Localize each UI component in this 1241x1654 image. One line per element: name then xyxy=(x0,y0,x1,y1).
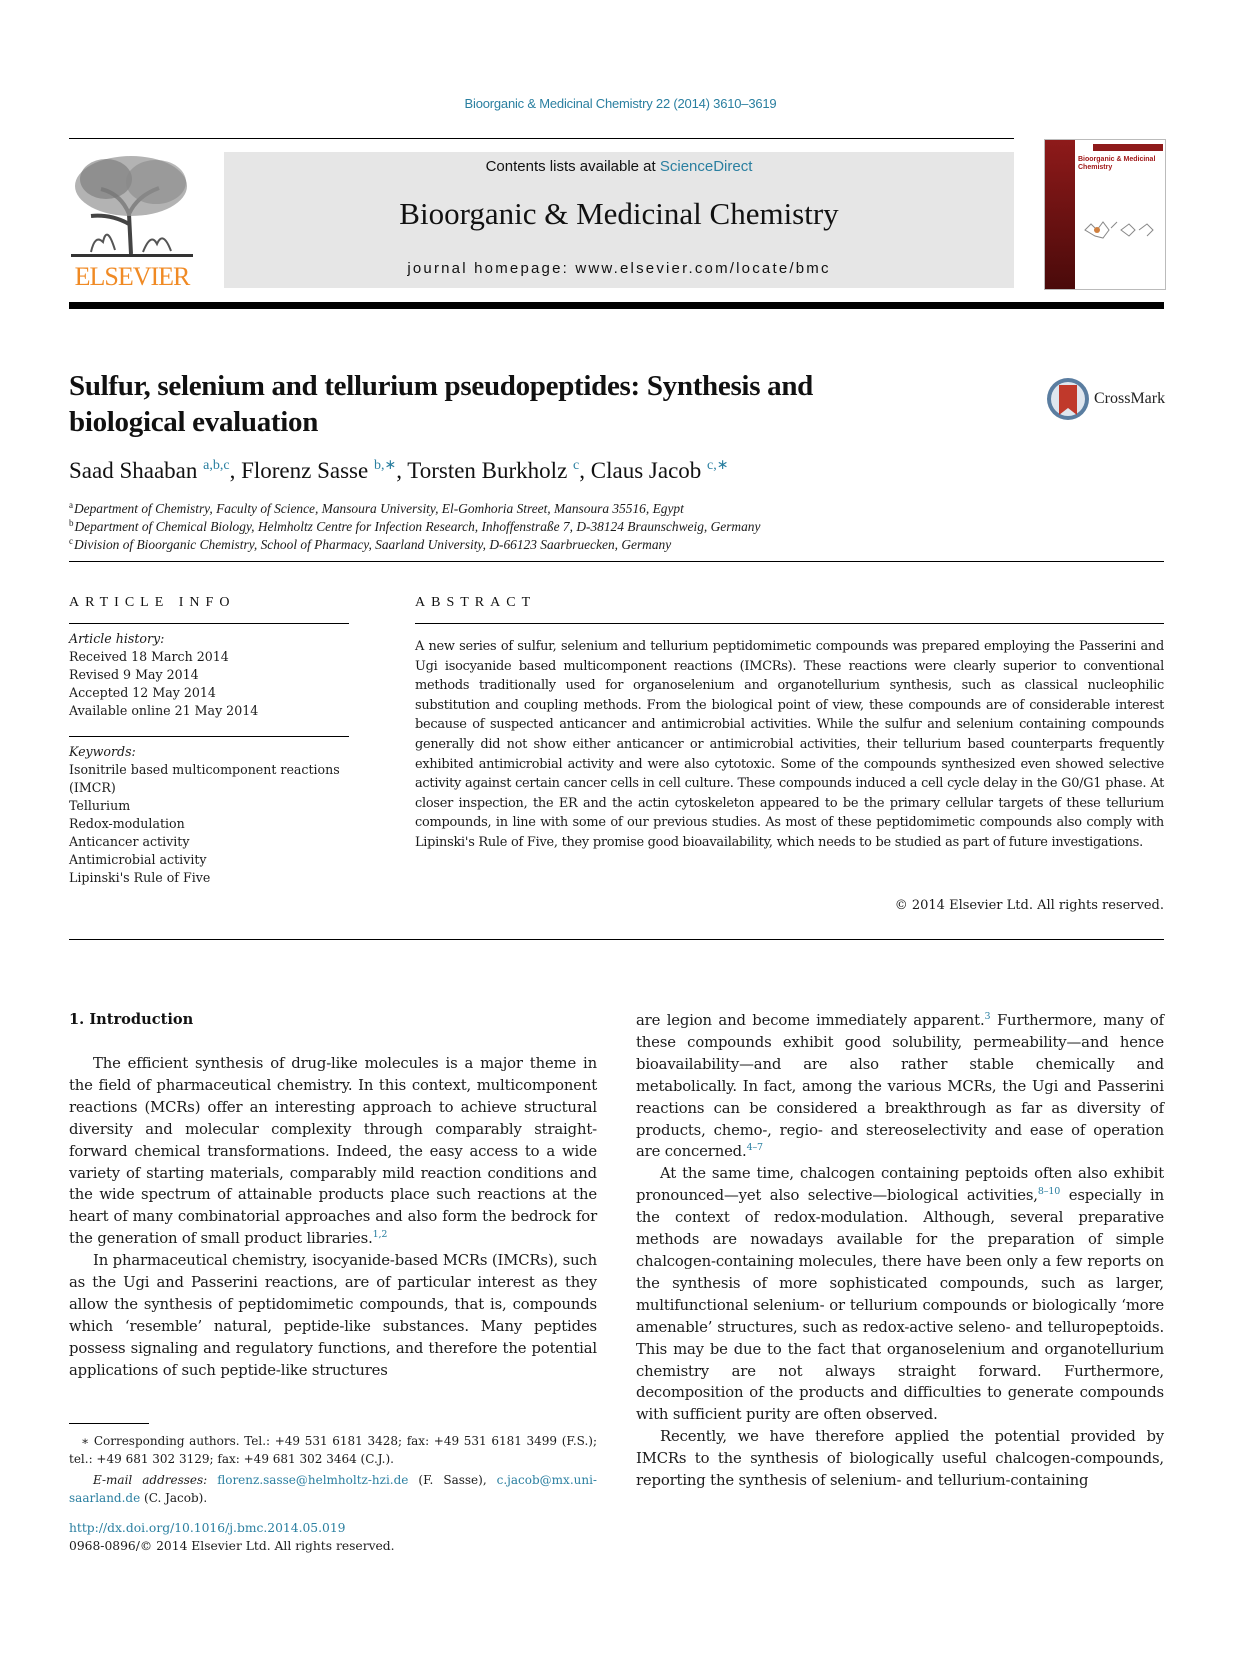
paragraph-text: are legion and become immediately apparent. xyxy=(636,1012,985,1029)
keywords xyxy=(69,743,349,887)
journal-cover-thumbnail[interactable] xyxy=(1044,139,1166,290)
affiliation-mark: b xyxy=(69,518,74,528)
homepage-url-link[interactable]: www.elsevier.com/locate/bmc xyxy=(575,260,831,277)
affiliation-text: Department of Chemical Biology, Helmholtz Centre for Infection Research, Inhoffenstraße 7, D-38124 Braunschweig, Germany xyxy=(74,519,761,534)
article-title: Sulfur, selenium and tellurium pseudopeptides: Synthesis and biological evaluation xyxy=(69,370,813,438)
author-list: Saad Shaaban $^{a,b,c}$, Florenz Sasse $^{b,∗}$, Torsten Burkholz $^c$, Claus Jacob $^{c,∗}$ xyxy=(69,458,729,483)
author-name: Saad Shaaban xyxy=(69,458,198,483)
cover-spine xyxy=(1045,140,1075,289)
history-label: Article history: xyxy=(69,631,165,646)
header-rule xyxy=(69,138,1014,139)
homepage-prefix: journal homepage: xyxy=(407,260,576,277)
elsevier-logo[interactable] xyxy=(69,152,195,291)
sciencedirect-link[interactable]: ScienceDirect xyxy=(659,158,753,175)
paragraph xyxy=(636,1010,1164,1163)
issn-copyright: 0968-0896/© 2014 Elsevier Ltd. All rights reserved. xyxy=(69,1539,395,1553)
paragraph: Recently, we have therefore applied the potential provided by IMCRs to the synthesis of biologically useful chalcogen-compounds, reporting the synthesis of selenium- and tellurium-containing xyxy=(636,1428,1164,1490)
affiliation-text: Department of Chemistry, Faculty of Science, Mansoura University, El-Gomhoria Street, Mansoura 35516, Egypt xyxy=(74,501,684,516)
keyword-item: Isonitrile based multicomponent reactions (IMCR) xyxy=(69,762,340,795)
author-name: Torsten Burkholz xyxy=(407,458,568,483)
paragraph: In pharmaceutical chemistry, isocyanide-based MCRs (IMCRs), such as the Ugi and Passerini reactions, are of particular interest as they allow the synthesis of peptidomimetic compounds, that is, compounds which ‘resemble’ natural, peptide-like substances. Many peptides possess signaling and regulatory functions, and therefore the potential applications of such peptide-like structures xyxy=(69,1252,597,1379)
author-affiliation-marks[interactable]: b,∗ xyxy=(373,458,397,473)
contents-line xyxy=(224,158,1014,175)
citation-link[interactable]: 3 xyxy=(984,1011,991,1022)
elsevier-wordmark: ELSEVIER xyxy=(74,262,190,291)
paragraph xyxy=(69,1053,597,1250)
email-owner: (F. Sasse), xyxy=(408,1472,497,1487)
affiliation-item xyxy=(69,500,760,518)
cover-title: Bioorganic & Medicinal Chemistry xyxy=(1078,156,1156,171)
header-thick-bar xyxy=(69,302,1164,309)
author-affiliation-marks[interactable]: c xyxy=(573,458,580,473)
crossmark-button[interactable] xyxy=(1046,377,1166,423)
history-revised: Revised 9 May 2014 xyxy=(69,667,199,682)
elsevier-tree-icon xyxy=(71,154,193,258)
article-info-heading: ARTICLE INFO xyxy=(69,595,236,610)
keyword-item: Anticancer activity xyxy=(69,834,190,849)
paragraph xyxy=(636,1163,1164,1426)
history-accepted: Accepted 12 May 2014 xyxy=(69,685,216,700)
affiliation-mark: c xyxy=(69,536,73,546)
abstract-bottom-divider xyxy=(69,939,1164,940)
paragraph-text: At the same time, chalcogen containing peptoids often also exhibit pronounced—yet also selective—biological activities, xyxy=(636,1165,1164,1205)
citation-link[interactable]: 8–10 xyxy=(1037,1186,1061,1198)
keywords-rule xyxy=(69,736,349,737)
article-history xyxy=(69,630,349,720)
keywords-label: Keywords: xyxy=(69,744,136,759)
abstract-copyright: © 2014 Elsevier Ltd. All rights reserved. xyxy=(894,898,1164,913)
crossmark-icon xyxy=(1046,377,1090,421)
abstract-heading: ABSTRACT xyxy=(415,595,537,610)
affiliations xyxy=(69,500,760,554)
keyword-item: Redox-modulation xyxy=(69,816,185,831)
section-divider xyxy=(69,561,1164,562)
citation-link[interactable]: 4–7 xyxy=(746,1142,763,1154)
affiliation-item xyxy=(69,536,760,554)
affiliation-item xyxy=(69,518,760,536)
citation-link[interactable]: 1,2 xyxy=(372,1229,388,1241)
abstract-text: A new series of sulfur, selenium and tellurium peptidomimetic compounds was prepared employing the Passerini and Ugi isocyanide based multicomponent reactions (IMCRs). These reactions were clearly superior to conventional methods traditionally used for organoselenium and organotellurium synthesis, such as classical nucleophilic substitution and coupling methods. From the biological point of view, these compounds are of considerable interest because of suspected anticancer and antimicrobial activities. While the sulfur and selenium containing compounds generally did not show either anticancer or antimicrobial activities, their tellurium based counterparts frequently exhibited antimicrobial activity and were also cytotoxic. Some of the compounds synthesized even showed selective activity against certain cancer cells in cell culture. These compounds induced a cell cycle delay in the G0/G1 phase. At closer inspection, the ER and the actin cytoskeleton appeared to be the primary cellular targets of these tellurium compounds, in line with some of our previous studies. As most of these peptidomimetic compounds also comply with Lipinski's Rule of Five, they promise good bioavailability, which needs to be studied as part of future investigations. xyxy=(415,639,1164,850)
journal-homepage xyxy=(224,260,1014,277)
journal-banner xyxy=(224,152,1014,288)
author-affiliation-marks[interactable]: c,∗ xyxy=(707,458,729,473)
paragraph-text: Furthermore, many of these compounds exhibit good solubility, permeability—and hence bioavailability—and are also rather stable chemically and metabolically. In fact, among the various MCRs, the Ugi and Passerini reactions can be considered a breakthrough as far as diversity of products, chemo-, regio- and stereoselectivity and ease of operation are concerned. xyxy=(636,1012,1164,1161)
affiliation-mark: a xyxy=(69,500,73,510)
section-heading-introduction: 1. Introduction xyxy=(69,1011,194,1028)
molecule-illustration-icon xyxy=(1081,210,1159,246)
journal-citation-link[interactable]: Bioorganic & Medicinal Chemistry 22 (2014) 3610–3619 xyxy=(464,96,777,111)
author-name: Florenz Sasse xyxy=(241,458,369,483)
abstract-rule xyxy=(415,623,1164,624)
doi-link[interactable]: http://dx.doi.org/10.1016/j.bmc.2014.05.019 xyxy=(69,1521,346,1535)
body-column-left xyxy=(69,1053,597,1382)
history-received: Received 18 March 2014 xyxy=(69,649,229,664)
history-online: Available online 21 May 2014 xyxy=(69,703,259,718)
paragraph-text: especially in the context of redox-modulation. Although, several preparative methods are nowadays available for the preparation of simple chalcogen-containing molecules, there have been only a few reports on the synthesis of more sophisticated compounds, such as larger, multifunctional selenium- or tellurium compounds or biologically ‘more amenable’ structures, such as redox-active seleno- and telluropeptoids. This may be due to the fact that organoselenium and organotellurium chemistry are not always straight forward. Furthermore, decomposition of the products and difficulties to generate compounds with sufficient purity are often observed. xyxy=(636,1187,1164,1424)
email-link-sasse[interactable]: florenz.sasse@helmholtz-hzi.de xyxy=(217,1472,409,1487)
corresponding-author-note: ∗ Corresponding authors. Tel.: +49 531 6181 3428; fax: +49 531 6181 3499 (F.S.); tel.: +49 681 302 3129; fax: +49 681 302 3464 (C.J.). xyxy=(69,1434,597,1467)
doi-block xyxy=(69,1519,395,1555)
keyword-item: Antimicrobial activity xyxy=(69,852,207,867)
footnotes xyxy=(69,1432,597,1507)
contents-prefix: Contents lists available at xyxy=(485,158,660,175)
journal-name: Bioorganic & Medicinal Chemistry xyxy=(399,196,839,231)
crossmark-label: CrossMark xyxy=(1094,390,1166,407)
affiliation-text: Division of Bioorganic Chemistry, School of Pharmacy, Saarland University, D-66123 Saarbruecken, Germany xyxy=(74,537,672,552)
footnote-rule xyxy=(69,1423,149,1424)
author-affiliation-marks[interactable]: a,b,c xyxy=(203,458,230,473)
paragraph-text: The efficient synthesis of drug-like molecules is a major theme in the field of pharmaceutical chemistry. In this context, multicomponent reactions (MCRs) offer an interesting approach to achieve structural diversity and molecular complexity through comparably straight-forward chemical transformations. Indeed, the easy access to a wide variety of starting materials, comparably mild reaction conditions and the wide spectrum of attainable products place such reactions at the heart of many combinatorial approaches and also form the bedrock for the generation of small product libraries. xyxy=(69,1055,597,1248)
email-owner: (C. Jacob). xyxy=(140,1490,208,1505)
keyword-item: Lipinski's Rule of Five xyxy=(69,870,211,885)
body-column-right xyxy=(636,1010,1164,1492)
cover-topbar xyxy=(1093,144,1163,151)
email-note xyxy=(69,1471,597,1508)
author-name: Claus Jacob xyxy=(590,458,702,483)
email-label: E-mail addresses: xyxy=(93,1472,218,1487)
article-info-rule xyxy=(69,623,349,624)
keyword-item: Tellurium xyxy=(69,798,131,813)
email-link-jacob[interactable]: c.jacob@mx.uni-saarland.de xyxy=(69,1472,597,1505)
